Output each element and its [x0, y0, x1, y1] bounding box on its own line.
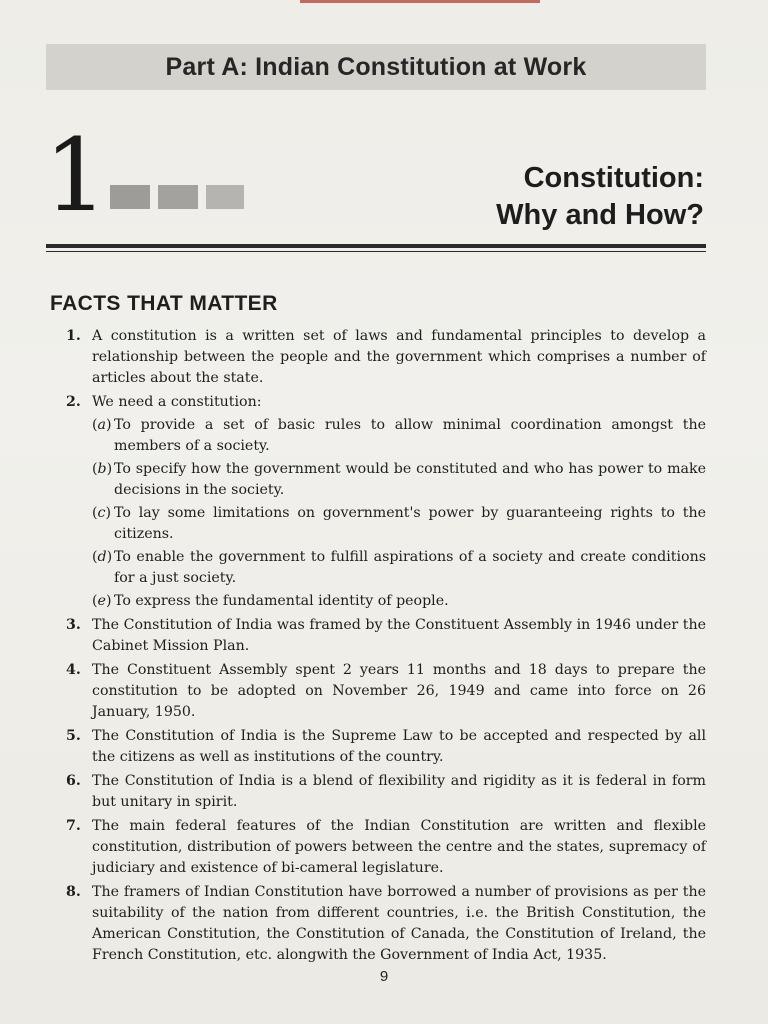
fact-text: A constitution is a written set of laws and fundamental principles to develop a relationship between the people and the government which comprises a number of articles about the state.: [92, 328, 706, 386]
sub-item: [92, 459, 706, 501]
sub-item-text: To enable the government to fulfill aspirations of a society and create conditions for a just society.: [114, 549, 706, 586]
sub-item-letter: (a): [92, 417, 112, 433]
fact-item: [66, 882, 706, 966]
fact-number: 4.: [66, 662, 81, 678]
sub-item: [92, 547, 706, 589]
decor-bar: [206, 185, 244, 209]
sub-item-text: To provide a set of basic rules to allow minimal coordination amongst the members of a society.: [114, 417, 706, 454]
page-number: 9: [379, 968, 389, 985]
fact-item: [66, 326, 706, 389]
fact-number: 7.: [66, 818, 81, 834]
fact-number: 3.: [66, 617, 81, 633]
decor-bar: [158, 185, 198, 209]
divider-thick: [46, 244, 706, 248]
part-banner: [46, 44, 706, 90]
fact-item: [66, 660, 706, 723]
fact-item: [66, 816, 706, 879]
page-top-edge: [300, 0, 540, 3]
fact-number: 6.: [66, 773, 81, 789]
sub-item-text: To lay some limitations on government's power by guaranteeing rights to the citizens.: [114, 505, 706, 542]
sub-item: [92, 503, 706, 545]
sub-item-letter: (e): [92, 593, 112, 609]
sub-item-text: To specify how the government would be constituted and who has power to make decisions in the society.: [114, 461, 706, 498]
fact-text: The Constituent Assembly spent 2 years 11 months and 18 days to prepare the constitution to be adopted on November 26, 1949 and came into force on 26 January, 1950.: [92, 662, 706, 720]
fact-number: 5.: [66, 728, 81, 744]
sub-item: [92, 415, 706, 457]
divider-thin: [46, 251, 706, 252]
fact-text: The Constitution of India is a blend of flexibility and rigidity as it is federal in form but unitary in spirit.: [92, 773, 706, 810]
chapter-title-line1: Constitution:: [523, 162, 704, 194]
part-title: Part A: Indian Constitution at Work: [165, 52, 587, 81]
fact-text: The main federal features of the Indian Constitution are written and flexible constitution, distribution of powers between the centre and the states, supremacy of judiciary and existence of bi-cameral legislature.: [92, 818, 706, 876]
chapter-title-line2: Why and How?: [496, 199, 704, 231]
fact-text: The framers of Indian Constitution have borrowed a number of provisions as per the suitability of the nation from different countries, i.e. the British Constitution, the American Constitution, the Constitution of Canada, the Constitution of Ireland, the French Constitution, etc. alongwith the Government of India Act, 1935.: [92, 884, 706, 963]
fact-number: 2.: [66, 394, 81, 410]
sub-item-letter: (c): [92, 505, 112, 521]
chapter-title: [496, 160, 704, 234]
facts-list: [66, 326, 706, 969]
sub-item-letter: (b): [92, 461, 113, 477]
sub-list: [92, 415, 706, 612]
decor-bar: [110, 185, 150, 209]
fact-text: The Constitution of India was framed by the Constituent Assembly in 1946 under the Cabinet Mission Plan.: [92, 617, 706, 654]
sub-item-text: To express the fundamental identity of people.: [114, 593, 449, 609]
section-heading: FACTS THAT MATTER: [50, 292, 278, 315]
fact-number: 8.: [66, 884, 81, 900]
fact-item: [66, 615, 706, 657]
sub-item-letter: (d): [92, 549, 113, 565]
fact-text: The Constitution of India is the Supreme Law to be accepted and respected by all the citizens as well as institutions of the country.: [92, 728, 706, 765]
fact-item: [66, 726, 706, 768]
chapter-number: 1: [44, 117, 108, 234]
fact-item: [66, 771, 706, 813]
sub-item: [92, 591, 706, 612]
fact-item: [66, 392, 706, 612]
fact-text: We need a constitution:: [92, 394, 262, 410]
fact-number: 1.: [66, 328, 81, 344]
chapter-decoration: [110, 185, 244, 209]
